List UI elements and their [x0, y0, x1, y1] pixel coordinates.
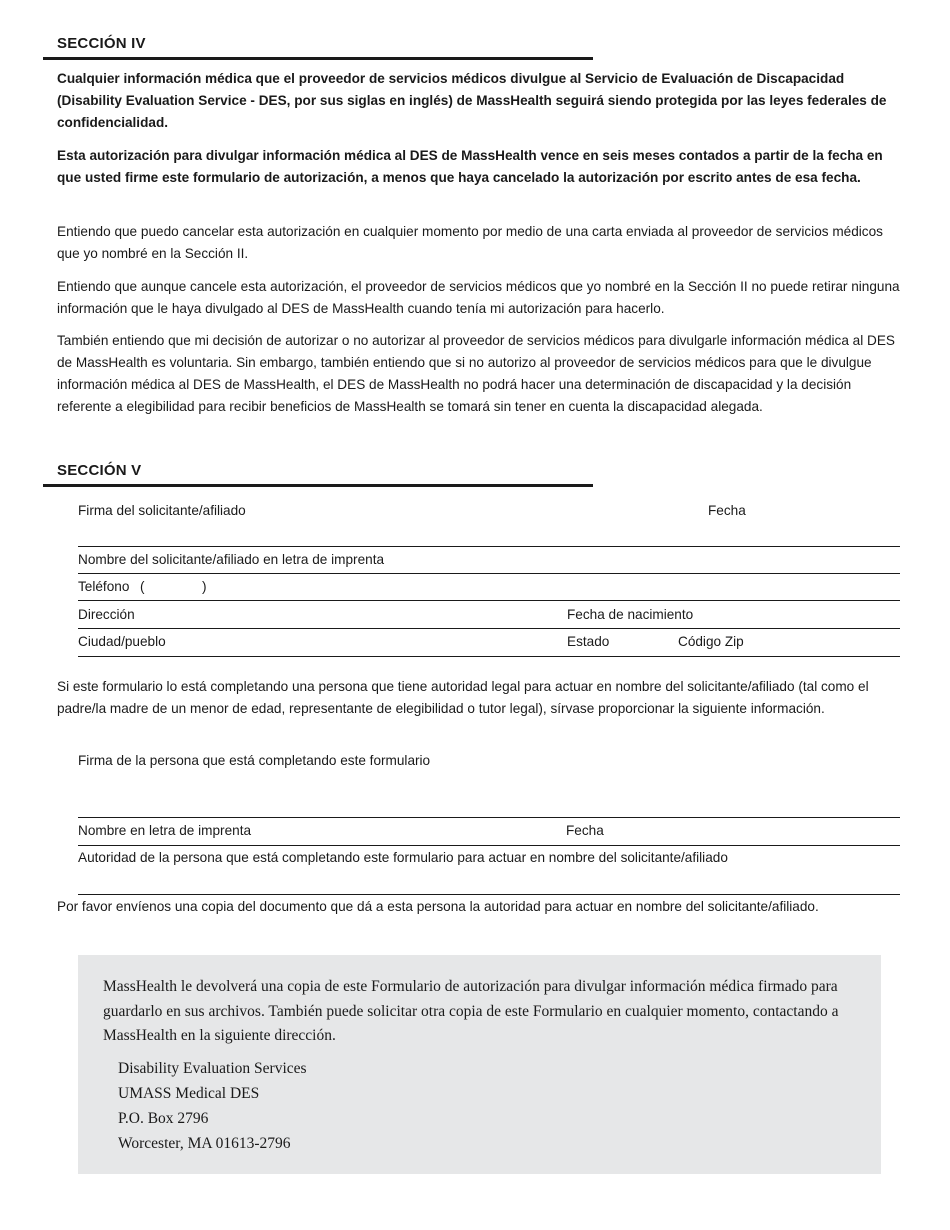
- section-iv-title: SECCIÓN IV: [57, 35, 146, 52]
- city-line: [78, 656, 900, 657]
- confidentiality-paragraph: Cualquier información médica que el proveedor de servicios médicos divulgue al Servicio de Evaluación de Discapacidad (Disability Evaluation Service - DES, por sus siglas en inglés) de MassHealth seguirá siendo protegida por las leyes federales de confidencialidad.: [57, 71, 887, 130]
- address-label: Dirección: [78, 607, 135, 622]
- address-line: [78, 628, 900, 629]
- address-line-4: Worcester, MA 01613-2796: [118, 1135, 291, 1152]
- legal-representative-note: Si este formulario lo está completando una persona que tiene autoridad legal para actuar en nombre del solicitante/afiliado (tal como el padre/la madre de un menor de edad, representante de elegibilidad o tutor legal), sírvase proporcionar la siguiente información.: [57, 679, 869, 716]
- representative-date-label: Fecha: [566, 823, 604, 838]
- address-line-2: UMASS Medical DES: [118, 1085, 260, 1102]
- representative-signature-line: [78, 817, 900, 818]
- section-v-rule: [43, 484, 593, 487]
- representative-print-name-label: Nombre en letra de imprenta: [78, 823, 252, 838]
- applicant-print-name-label: Nombre del solicitante/afiliado en letra de imprenta: [78, 552, 385, 567]
- zip-label: Código Zip: [678, 634, 744, 649]
- phone-label: Teléfono: [78, 579, 130, 594]
- info-box: [78, 955, 881, 1174]
- copy-request-note: Por favor envíenos una copia del documento que dá a esta persona la autoridad para actuar en nombre del solicitante/afiliado.: [57, 899, 819, 914]
- cancel-effect-paragraph: Entiendo que aunque cancele esta autorización, el proveedor de servicios médicos que yo nombré en la Sección II no puede retirar ninguna información que le haya divulgado al DES de MassHealth cuando tenía mi autorización para hacerlo.: [57, 279, 900, 316]
- dob-label: Fecha de nacimiento: [567, 607, 694, 622]
- expiration-paragraph: Esta autorización para divulgar información médica al DES de MassHealth vence en seis meses contados a partir de la fecha en que usted firme este formulario de autorización, a menos que haya cancelado la autorización por escrito antes de esa fecha.: [57, 148, 883, 185]
- representative-authority-line: [78, 894, 900, 895]
- applicant-date-label: Fecha: [708, 503, 746, 518]
- section-v-title: SECCIÓN V: [57, 462, 142, 479]
- cancel-paragraph: Entiendo que puedo cancelar esta autorización en cualquier momento por medio de una carta enviada al proveedor de servicios médicos que yo nombré en la Sección II.: [57, 224, 883, 261]
- phone-paren-open: (: [140, 579, 145, 594]
- city-label: Ciudad/pueblo: [78, 634, 166, 649]
- applicant-signature-label: Firma del solicitante/afiliado: [78, 503, 246, 518]
- signature-line: [78, 546, 900, 547]
- section-iv-rule: [43, 57, 593, 60]
- voluntary-paragraph: También entiendo que mi decisión de autorizar o no autorizar al proveedor de servicios médicos para divulgarle información médica al DES de MassHealth es voluntaria. Sin embargo, también entiendo que si no autorizo al proveedor de servicios médicos para que le divulgue información médica al DES de MassHealth, el DES de MassHealth no podrá hacer una determinación de discapacidad y la decisión referente a elegibilidad para recibir beneficios de MassHealth se tomará sin tener en cuenta la discapacidad alegada.: [57, 333, 895, 414]
- state-label: Estado: [567, 634, 610, 649]
- representative-signature-label: Firma de la persona que está completando este formulario: [78, 753, 431, 768]
- info-box-text: MassHealth le devolverá una copia de este Formulario de autorización para divulgar información médica firmado para guardarlo en sus archivos. También puede solicitar otra copia de este Formulario en cualquier momento, contactando a MassHealth en la siguiente dirección.: [103, 978, 839, 1044]
- address-line-1: Disability Evaluation Services: [118, 1060, 307, 1077]
- print-name-line: [78, 573, 900, 574]
- phone-line: [78, 600, 900, 601]
- representative-authority-label: Autoridad de la persona que está completando este formulario para actuar en nombre del solicitante/afiliado: [78, 850, 728, 865]
- address-line-3: P.O. Box 2796: [118, 1110, 209, 1127]
- phone-paren-close: ): [202, 579, 207, 594]
- representative-name-line: [78, 845, 900, 846]
